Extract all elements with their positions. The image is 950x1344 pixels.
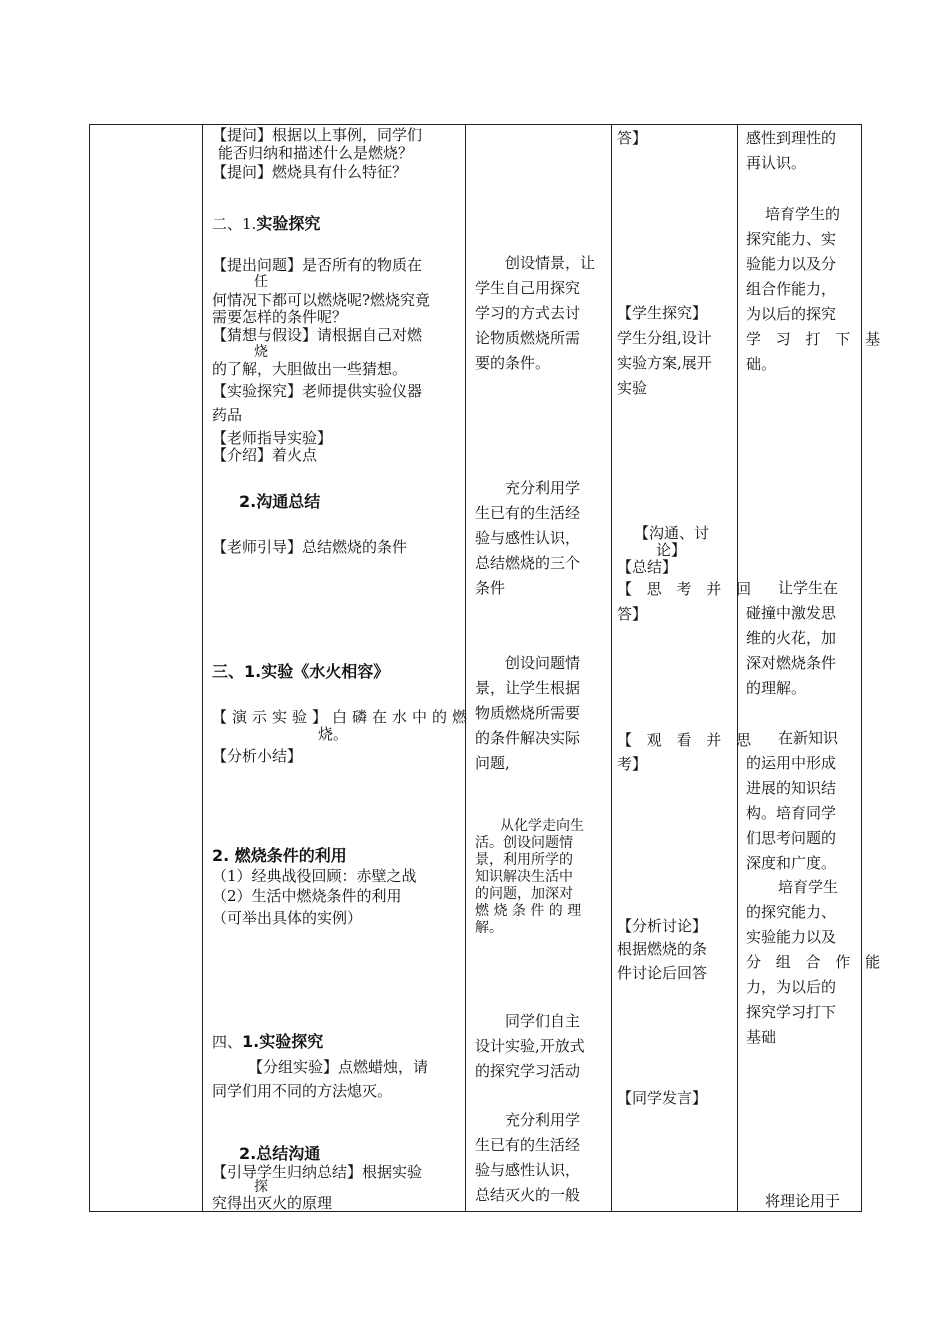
- text-line: 总结灭火的一般: [475, 1186, 581, 1204]
- text-line: 【演示实验】白磷在水中的燃: [212, 708, 473, 726]
- text-line: 知识解决生活中: [475, 869, 573, 885]
- text-line: 任: [254, 274, 268, 290]
- text-line: 生已有的生活经: [475, 1136, 581, 1154]
- text-line: 为以后的探究: [746, 305, 837, 323]
- text-line: 创设问题情: [505, 654, 581, 672]
- text-line: 【引导学生归纳总结】根据实验: [212, 1163, 423, 1181]
- text-line: 【分组实验】点燃蜡烛，请: [248, 1058, 429, 1076]
- text-line: 烧: [254, 344, 268, 360]
- text-line: 【实验探究】老师提供实验仪器: [212, 382, 423, 400]
- section-heading: 四、1.实验探究: [212, 1032, 324, 1051]
- text-line: （2）生活中燃烧条件的利用: [212, 887, 402, 905]
- text-line: 设计实验,开放式: [475, 1037, 585, 1055]
- text-line: 论物质燃烧所需: [475, 329, 581, 347]
- text-line: 进展的知识结: [746, 779, 837, 797]
- text-line: 础。: [746, 355, 777, 373]
- text-line: 条件: [475, 579, 506, 597]
- text-line: 考】: [617, 755, 648, 773]
- text-line: 探: [254, 1179, 268, 1195]
- text-line: 基础: [746, 1028, 777, 1046]
- question-line: 能否归纳和描述什么是燃烧？: [218, 144, 414, 162]
- text-line: 【 思 考 并 回: [617, 580, 757, 598]
- text-line: 答】: [617, 129, 648, 147]
- text-line: 在新知识: [778, 729, 839, 747]
- text-line: 深对燃烧条件: [746, 654, 837, 672]
- text-line: 需要怎样的条件呢？: [212, 308, 348, 326]
- text-line: 的问题，加深对: [475, 886, 573, 902]
- text-line: 碰撞中激发思: [746, 604, 837, 622]
- text-line: 要的条件。: [475, 354, 551, 372]
- text-line: 探究能力、实: [746, 230, 837, 248]
- column-divider: [737, 125, 738, 1211]
- text-line: 解。: [475, 920, 503, 936]
- text-line: 培育学生: [778, 878, 839, 896]
- text-line: 【介绍】着火点: [212, 446, 318, 464]
- text-line: 验与感性认识，: [475, 529, 581, 547]
- text-line: 感性到理性的: [746, 129, 837, 147]
- column-divider: [465, 125, 466, 1211]
- text-line: 论】: [656, 541, 687, 559]
- text-line: 【老师引导】总结燃烧的条件: [212, 538, 408, 556]
- text-line: 实验能力以及: [746, 928, 837, 946]
- text-line: 件讨论后回答: [617, 964, 708, 982]
- text-line: 培育学生的: [765, 205, 841, 223]
- text-line: 实验: [617, 379, 648, 397]
- text-line: 让学生在: [778, 579, 839, 597]
- text-line: 的探究学习活动: [475, 1062, 581, 1080]
- text-line: 分 组 合 作 能: [746, 953, 886, 971]
- text-line: 维的火花，加: [746, 629, 837, 647]
- text-line: 药品: [212, 406, 243, 424]
- text-line: 将理论用于: [765, 1192, 841, 1210]
- text-line: 生已有的生活经: [475, 504, 581, 522]
- text-line: 学生自己用探究: [475, 279, 581, 297]
- text-line: 【沟通、讨: [634, 524, 710, 542]
- text-line: 学生分组,设计: [617, 329, 712, 347]
- text-line: 充分利用学: [505, 1111, 581, 1129]
- section-heading: 二、1.实验探究: [212, 214, 321, 233]
- text-line: 同学们用不同的方法熄灭。: [212, 1082, 393, 1100]
- text-line: 的运用中形成: [746, 754, 837, 772]
- text-line: （可举出具体的实例）: [212, 909, 363, 927]
- question-line: 【提问】根据以上事例，同学们: [212, 126, 423, 144]
- text-line: 【老师指导实验】: [212, 429, 333, 447]
- text-line: 活。创设问题情: [475, 835, 573, 851]
- text-line: （1）经典战役回顾：赤壁之战: [212, 867, 417, 885]
- text-line: 【猜想与假设】请根据自己对燃: [212, 326, 423, 344]
- text-line: 问题,: [475, 754, 510, 772]
- section-heading: 三、1.实验《水火相容》: [212, 662, 390, 681]
- text-line: 创设情景，让: [505, 254, 596, 272]
- text-line: 【 观 看 并 思: [617, 731, 757, 749]
- text-line: 答】: [617, 605, 648, 623]
- text-line: 究得出灭火的原理: [212, 1194, 333, 1212]
- text-line: 学习的方式去讨: [475, 304, 581, 322]
- text-line: 物质燃烧所需要: [475, 704, 581, 722]
- text-line: 的条件解决实际: [475, 729, 581, 747]
- text-line: 构。培育同学: [746, 804, 837, 822]
- text-line: 【分析小结】: [212, 747, 303, 765]
- text-line: 充分利用学: [505, 479, 581, 497]
- text-line: 【学生探究】: [617, 304, 708, 322]
- text-line: 同学们自主: [505, 1012, 581, 1030]
- sub-heading: 2.沟通总结: [239, 492, 321, 511]
- column-divider: [202, 125, 203, 1211]
- text-line: 根据燃烧的条: [617, 940, 708, 958]
- text-line: 何情况下都可以燃烧呢?燃烧究竟: [212, 291, 431, 309]
- text-line: 【同学发言】: [617, 1089, 708, 1107]
- text-line: 组合作能力，: [746, 280, 837, 298]
- text-line: 的理解。: [746, 679, 807, 697]
- text-line: 的探究能力、: [746, 903, 837, 921]
- text-line: 景，让学生根据: [475, 679, 581, 697]
- text-line: 验与感性认识，: [475, 1161, 581, 1179]
- text-line: 验能力以及分: [746, 255, 837, 273]
- text-line: 【分析讨论】: [617, 917, 708, 935]
- text-line: 力，为以后的: [746, 978, 837, 996]
- question-line: 【提问】燃烧具有什么特征？: [212, 163, 408, 181]
- sub-heading: 2. 燃烧条件的利用: [212, 846, 347, 865]
- text-line: 烧。: [318, 725, 349, 743]
- text-line: 再认识。: [746, 154, 807, 172]
- text-line: 【提出问题】是否所有的物质在: [212, 256, 423, 274]
- column-divider: [611, 125, 612, 1211]
- text-line: 总结燃烧的三个: [475, 554, 581, 572]
- text-line: 景，利用所学的: [475, 852, 573, 868]
- text-line: 【总结】: [617, 558, 678, 576]
- text-line: 们思考问题的: [746, 829, 837, 847]
- text-line: 从化学走向生: [500, 818, 584, 834]
- text-line: 深度和广度。: [746, 854, 837, 872]
- text-line: 探究学习打下: [746, 1003, 837, 1021]
- text-line: 燃 烧 条 件 的 理: [475, 903, 582, 919]
- sub-heading: 2.总结沟通: [239, 1144, 321, 1163]
- text-line: 实验方案,展开: [617, 354, 712, 372]
- text-line: 学 习 打 下 基: [746, 330, 886, 348]
- text-line: 的了解，大胆做出一些猜想。: [212, 360, 408, 378]
